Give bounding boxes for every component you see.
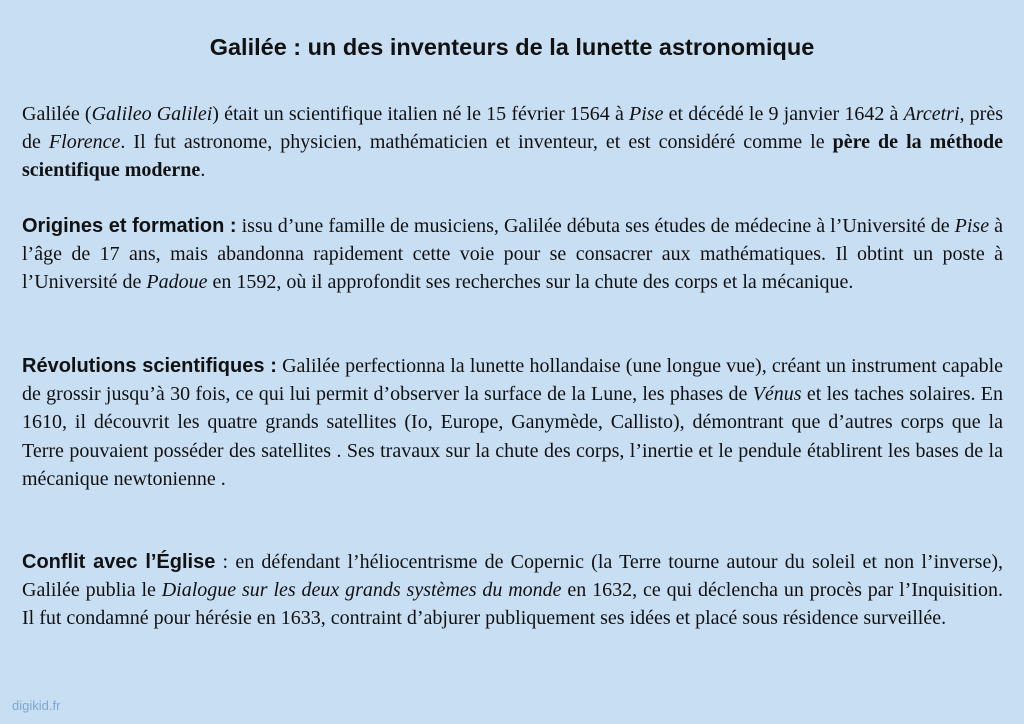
site-watermark: digikid.fr [12, 698, 61, 713]
intro-bold-phrase: père de la méthode scientifique moderne [22, 131, 1003, 182]
revolutions-text-1: Galilée perfectionna la lunette hollandaise (une longue vue), créant un instrument capable de grossir jusqu’à 30 fois, ce qui lui permit d’observer la surface de la Lune, les phases de [22, 355, 1004, 406]
intro-text-2: ) était un scientifique italien né le 15 février 1564 à [212, 103, 630, 125]
intro-text-1: Galilée ( [22, 103, 92, 125]
origines-text-2: à l’âge de 17 ans, mais abandonna rapidement cette voie pour se consacrer aux mathématiques. Il obtint un poste à l’Université de [22, 215, 1003, 294]
conflit-heading: Conflit avec l’Église [22, 551, 216, 573]
intro-text-6: . [200, 159, 206, 182]
intro-italic-arcetri: Arcetri [903, 103, 960, 125]
origines-text-1: issu d’une famille de musiciens, Galilée débuta ses études de médecine à l’Université de [236, 215, 955, 237]
revolutions-paragraph [22, 352, 1003, 493]
conflit-paragraph [22, 548, 1003, 633]
origines-italic-padoue: Padoue [146, 271, 208, 294]
intro-text-3: et décédé le 9 janvier 1642 à [663, 103, 904, 125]
revolutions-heading: Révolutions scientifiques : [22, 355, 277, 377]
revolutions-text-2: et les taches solaires. En 1610, il découvrit les quatre grands satellites (Io, Europe, Ganymède, Callisto), démontrant que d’autres corps que la Terre pouvaient posséder des satellites . Ses travaux sur la chute des corps, l’inertie et le pendule établirent les bases de la mécanique newtonienne . [22, 383, 1003, 490]
origines-italic-pise: Pise [954, 215, 990, 237]
revolutions-italic-venus: Vénus [752, 383, 802, 406]
intro-italic-florence: Florence [48, 131, 121, 154]
intro-italic-name: Galileo Galilei [91, 103, 213, 125]
intro-italic-pise: Pise [629, 103, 664, 125]
intro-text-4: , près de [22, 103, 1004, 154]
origines-heading: Origines et formation : [22, 215, 237, 237]
origines-text-3: en 1592, où il approfondit ses recherches sur la chute des corps et la mécanique. [207, 271, 854, 294]
conflit-text-2: en 1632, ce qui déclencha un procès par l’Inquisition. Il fut condamné pour hérésie en 1633, contraint d’abjurer publiquement ses idées et placé sous résidence surveillée. [22, 579, 1004, 630]
intro-paragraph [22, 100, 1003, 185]
conflit-text-1: : en défendant l’héliocentrisme de Copernic (la Terre tourne autour du soleil et non l’inverse), Galilée publia le [22, 551, 1003, 602]
page-title: Galilée : un des inventeurs de la lunette astronomique [209, 34, 815, 60]
origines-paragraph [22, 212, 1003, 297]
intro-text-5: . Il fut astronome, physicien, mathématicien et inventeur, et est considéré comme le [120, 131, 833, 154]
conflit-italic-dialogue: Dialogue sur les deux grands systèmes du monde [161, 579, 562, 602]
